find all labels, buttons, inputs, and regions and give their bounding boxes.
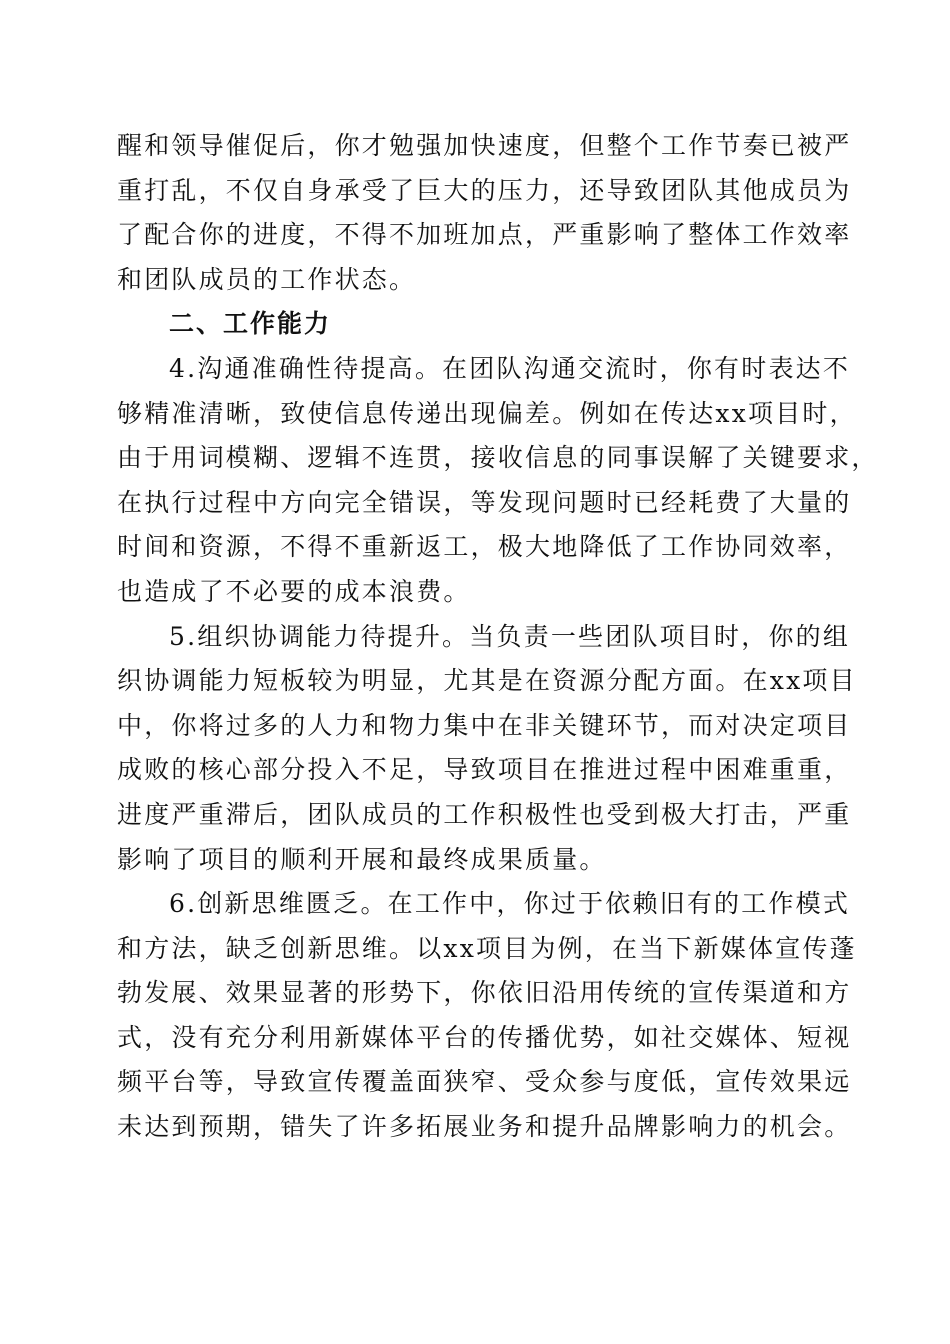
text-line: 在执行过程中方向完全错误，等发现问题时已经耗费了大量的: [117, 487, 852, 517]
text-line: 5.组织协调能力待提升。当负责一些团队项目时，你的组: [169, 621, 851, 651]
section-heading: 二、工作能力: [169, 309, 332, 339]
text-line: 成败的核心部分投入不足，导致项目在推进过程中困难重重，: [117, 755, 852, 785]
paragraph-intro: [117, 124, 852, 302]
text-line: 影响了项目的顺利开展和最终成果质量。: [117, 844, 607, 874]
text-line: 频平台等，导致宣传覆盖面狭窄、受众参与度低，宣传效果远: [117, 1067, 852, 1097]
document-page: [117, 124, 879, 1150]
text-line: 织协调能力短板较为明显，尤其是在资源分配方面。在xx项目: [117, 666, 857, 696]
text-line: 进度严重滞后，团队成员的工作积极性也受到极大打击，严重: [117, 799, 852, 829]
text-line: 也造成了不必要的成本浪费。: [117, 576, 471, 606]
text-line: 和方法，缺乏创新思维。以xx项目为例，在当下新媒体宣传蓬: [117, 933, 857, 963]
text-line: 够精准清晰，致使信息传递出现偏差。例如在传达xx项目时，: [117, 398, 857, 428]
text-line: 重打乱，不仅自身承受了巨大的压力，还导致团队其他成员为: [117, 175, 852, 205]
text-line: 和团队成员的工作状态。: [117, 264, 417, 294]
text-line: 式，没有充分利用新媒体平台的传播优势，如社交媒体、短视: [117, 1022, 852, 1052]
text-line: 醒和领导催促后，你才勉强加快速度，但整个工作节奏已被严: [117, 131, 852, 160]
text-line: 由于用词模糊、逻辑不连贯，接收信息的同事误解了关键要求，: [117, 443, 879, 473]
paragraph-item-4: [117, 347, 879, 615]
paragraph-item-5: [117, 615, 857, 883]
text-line: 4.沟通准确性待提高。在团队沟通交流时，你有时表达不: [169, 353, 851, 383]
text-line: 勃发展、效果显著的形势下，你依旧沿用传统的宣传渠道和方: [117, 978, 852, 1008]
paragraph-item-6: [117, 882, 857, 1150]
text-line: 中，你将过多的人力和物力集中在非关键环节，而对决定项目: [117, 710, 852, 740]
text-line: 未达到预期，错失了许多拓展业务和提升品牌影响力的机会。: [117, 1112, 852, 1142]
text-line: 了配合你的进度，不得不加班加点，严重影响了整体工作效率: [117, 220, 852, 250]
text-line: 时间和资源，不得不重新返工，极大地降低了工作协同效率，: [117, 532, 852, 562]
text-line: 6.创新思维匮乏。在工作中，你过于依赖旧有的工作模式: [169, 889, 851, 919]
